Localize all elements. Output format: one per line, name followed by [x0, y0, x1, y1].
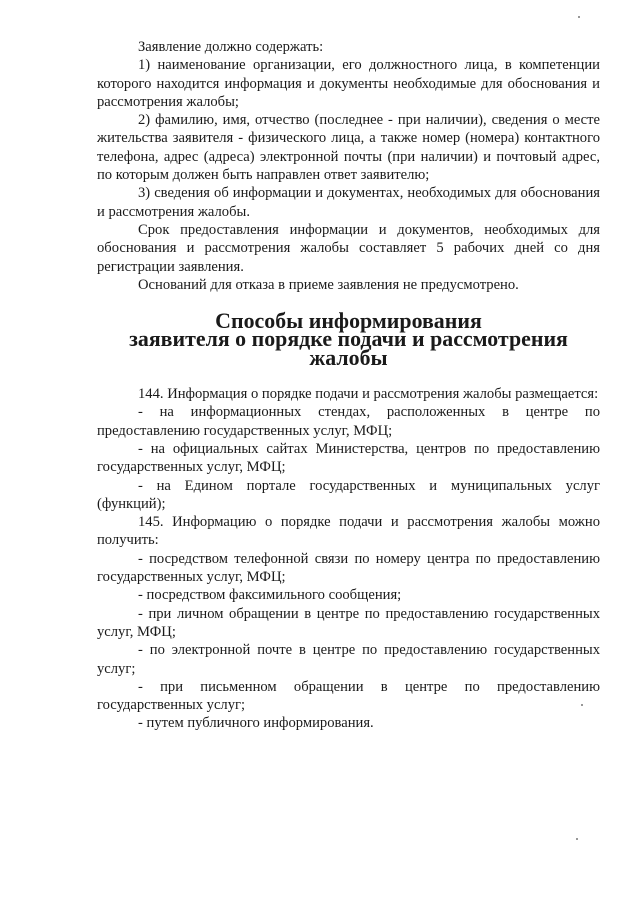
scan-speck [581, 704, 583, 706]
scan-speck [578, 16, 580, 18]
list-item-fax: - посредством факсимильного сообщения; [138, 587, 402, 604]
list-item-phone: - посредством телефонной связи по номеру центра по предоставлению государственных услуг, МФЦ; [97, 550, 600, 586]
section-heading [97, 308, 600, 370]
section-heading-line-1: Способы информирования [215, 308, 482, 334]
paragraph-item-2: 2) фамилию, имя, отчество (последнее - при наличии), сведения о месте жительства заявителя - физического лица, а также номер (номера) контактного телефона, адрес (адреса) электронной почты (при наличии) и почтовый адрес, по которым должен быть направлен ответ заявителю; [97, 112, 600, 184]
paragraph-144: 144. Информация о порядке подачи и рассмотрения жалобы размещается: [138, 386, 599, 403]
paragraph-145: 145. Информацию о порядке подачи и рассмотрения жалобы можно получить: [97, 514, 600, 549]
document-page [97, 38, 600, 733]
list-item-email: - по электронной почте в центре по предоставлению государственных услуг; [97, 642, 600, 677]
paragraph-deadline: Срок предоставления информации и документов, необходимых для обоснования и рассмотрения жалобы составляет 5 рабочих дней со дня регистрации заявления. [97, 221, 600, 275]
list-item-websites: - на официальных сайтах Министерства, центров по предоставлению государственных услуг, МФЦ; [97, 440, 600, 476]
list-item-public: - путем публичного информирования. [138, 715, 374, 732]
section-heading-line-2: заявителя о порядке подачи и рассмотрения жалобы [129, 326, 568, 370]
paragraph-no-refusal: Оснований для отказа в приеме заявления не предусмотрено. [138, 276, 519, 293]
paragraph-item-3: 3) сведения об информации и документах, необходимых для обоснования и рассмотрения жалобы. [97, 185, 600, 220]
paragraph-intro: Заявление должно содержать: [138, 39, 324, 55]
list-item-stands: - на информационных стендах, расположенных в центре по предоставлению государственных услуг, МФЦ; [97, 404, 600, 439]
paragraph-item-1: 1) наименование организации, его должностного лица, в компетенции которого находится информация и документы необходимые для обоснования и рассмотрения жалобы; [97, 57, 600, 110]
list-item-written: - при письменном обращении в центре по предоставлению государственных услуг; [97, 678, 600, 714]
list-item-personal: - при личном обращении в центре по предоставлению государственных услуг, МФЦ; [97, 605, 600, 640]
scan-speck [576, 838, 578, 840]
list-item-portal: - на Едином портале государственных и муниципальных услуг (функций); [97, 477, 600, 512]
